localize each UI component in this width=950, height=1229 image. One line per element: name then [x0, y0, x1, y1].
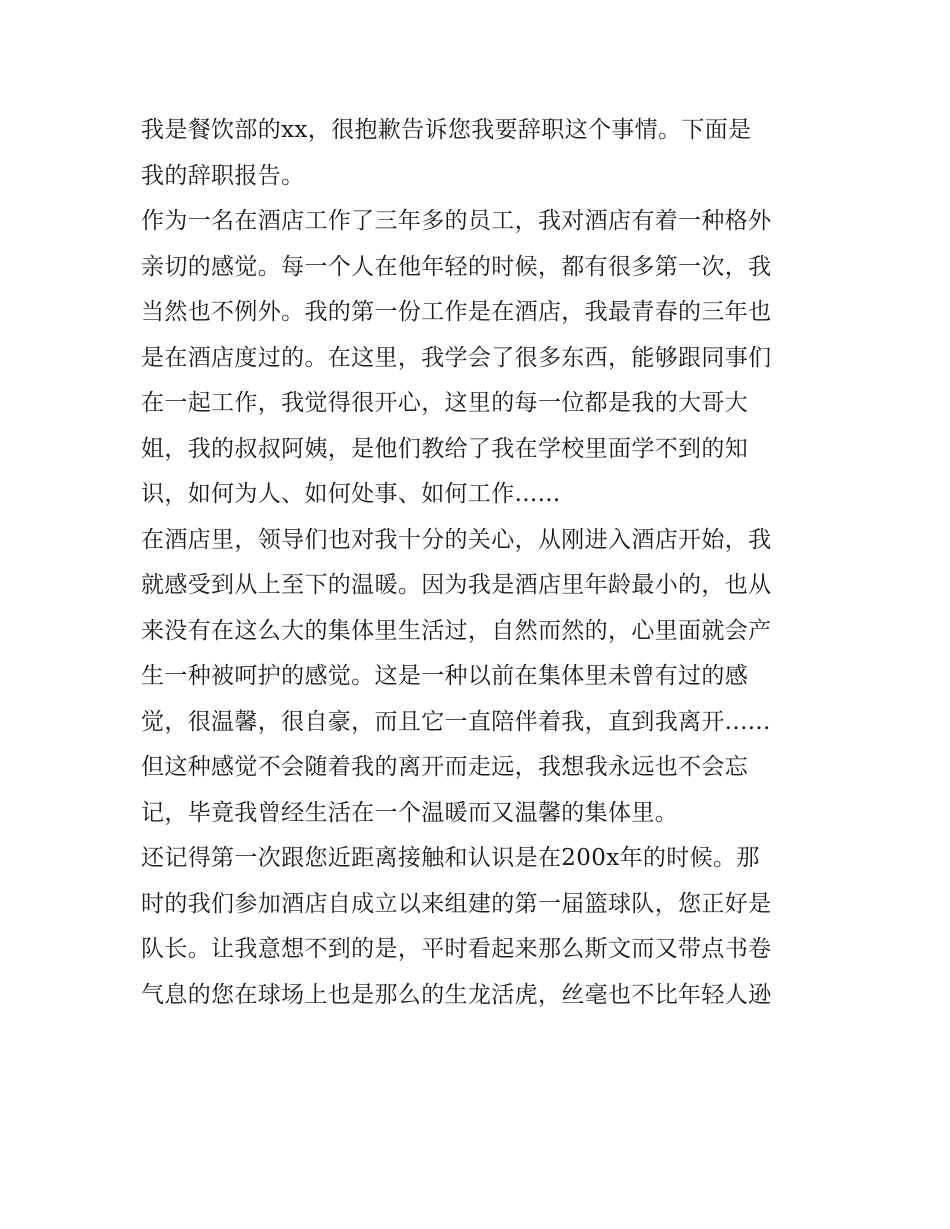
text-line: 我的辞职报告。	[141, 162, 305, 189]
text-line: 姐，我的叔叔阿姨，是他们教给了我在学校里面学不到的知	[141, 435, 749, 462]
text-line: 记，毕竟我曾经生活在一个温暖而又温馨的集体里。	[141, 799, 679, 826]
text-line: 就感受到从上至下的温暖。因为我是酒店里年龄最小的，也从	[141, 572, 772, 598]
text-line: 时的我们参加酒店自成立以来组建的第一届篮球队，您正好是	[141, 890, 772, 917]
text-line: 队长。让我意想不到的是，平时看起来那么斯文而又带点书卷	[141, 936, 772, 962]
text-line: 生一种被呵护的感觉。这是一种以前在集体里未曾有过的感	[141, 663, 749, 689]
document-body	[141, 108, 816, 1018]
text-line: 但这种感觉不会随着我的离开而走远，我想我永远也不会忘	[141, 754, 749, 780]
text-line: 来没有在这么大的集体里生活过，自然而然的，心里面就会产	[141, 617, 772, 644]
text-line: 在一起工作，我觉得很开心，这里的每一位都是我的大哥大	[141, 390, 749, 416]
text-line: 觉，很温馨，很自豪，而且它一直陪伴着我，直到我离开......	[141, 708, 771, 735]
text-line: 当然也不例外。我的第一份工作是在酒店，我最青春的三年也	[141, 299, 772, 325]
text-line: 我是餐饮部的xx，很抱歉告诉您我要辞职这个事情。下面是	[141, 117, 752, 143]
text-line: 亲切的感觉。每一个人在他年轻的时候，都有很多第一次，我	[141, 253, 772, 280]
text-line: 气息的您在球场上也是那么的生龙活虎，丝毫也不比年轻人逊	[141, 981, 772, 1008]
text-line: 还记得第一次跟您近距离接触和认识是在200x年的时候。那	[141, 845, 760, 871]
text-line: 作为一名在酒店工作了三年多的员工，我对酒店有着一种格外	[141, 208, 772, 234]
text-line: 是在酒店度过的。在这里，我学会了很多东西，能够跟同事们	[141, 344, 772, 371]
text-line: 在酒店里，领导们也对我十分的关心，从刚进入酒店开始，我	[141, 526, 772, 553]
text-line: 识，如何为人、如何处事、如何工作......	[141, 481, 561, 507]
